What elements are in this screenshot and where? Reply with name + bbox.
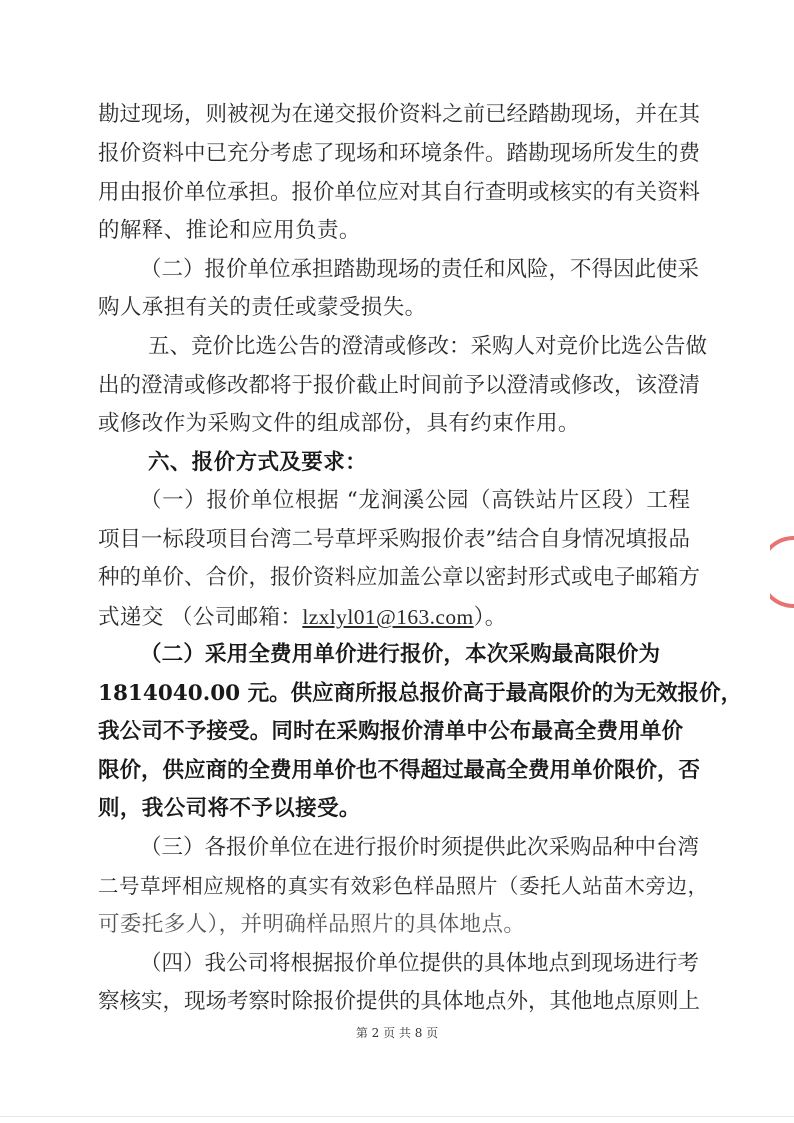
section-heading-6: 六、报价方式及要求： bbox=[148, 450, 368, 475]
official-seal-stamp bbox=[770, 535, 794, 609]
text-line: 购人承担有关的责任或蒙受损失。 bbox=[98, 295, 427, 320]
text-line: 限价，供应商的全费用单价也不得超过最高全费用单价限价，否 bbox=[98, 758, 701, 783]
text-line: 的解释、推论和应用负责。 bbox=[98, 218, 361, 243]
text-line: （一）报价单位根据 “龙涧溪公园（高铁站片区段）工程 bbox=[140, 488, 690, 513]
text-line: （二）采用全费用单价进行报价，本次采购最高限价为 bbox=[140, 642, 660, 667]
text-line: 二号草坪相应规格的真实有效彩色样品照片（委托人站苗木旁边， bbox=[98, 874, 708, 898]
text-line: 1814040.00 元。供应商所报总报价高于最高限价的为无效报价， bbox=[98, 681, 743, 706]
page-footer: 第 2 页 共 8 页 bbox=[355, 1026, 439, 1040]
text-line: 出的澄清或修改都将于报价截止时间前予以澄清或修改，该澄清 bbox=[98, 373, 701, 398]
text-line: （二）报价单位承担踏勘现场的责任和风险，不得因此使采 bbox=[140, 257, 700, 282]
text-line: 报价资料中已充分考虑了现场和环境条件。踏勘现场所发生的费 bbox=[98, 141, 701, 166]
text-line: （三）各报价单位在进行报价时须提供此次采购品种中台湾 bbox=[140, 835, 700, 860]
text-line: 种的单价、合价，报价资料应加盖公章以密封形式或电子邮箱方 bbox=[98, 565, 701, 590]
page-edge-divider bbox=[0, 1116, 794, 1117]
text-line: 用由报价单位承担。报价单位应对其自行查明或核实的有关资料 bbox=[98, 180, 701, 205]
text-line: 察核实，现场考察时除报价提供的具体地点外，其他地点原则上 bbox=[98, 989, 701, 1014]
text-span: ）。 bbox=[473, 605, 507, 630]
text-line bbox=[98, 602, 690, 632]
section-heading-5: 五、竞价比选公告的澄清或修改：采购人对竞价比选公告做 bbox=[148, 334, 708, 359]
text-line: 可委托多人），并明确样品照片的具体地点。 bbox=[98, 912, 526, 937]
email-link[interactable]: lzxlyl01@163.com bbox=[302, 605, 474, 629]
text-line: 项目一标段项目台湾二号草坪采购报价表”结合自身情况填报品 bbox=[98, 527, 690, 552]
text-line: 则，我公司将不予以接受。 bbox=[98, 796, 361, 821]
text-line: （四）我公司将根据报价单位提供的具体地点到现场进行考 bbox=[140, 951, 700, 976]
text-line: 勘过现场，则被视为在递交报价资料之前已经踏勘现场，并在其 bbox=[98, 102, 701, 127]
text-line: 我公司不予接受。同时在采购报价清单中公布最高全费用单价 bbox=[98, 719, 683, 744]
text-line: 或修改作为采购文件的组成部份，具有约束作用。 bbox=[98, 411, 580, 436]
text-span: 式递交 （公司邮箱： bbox=[98, 605, 303, 630]
